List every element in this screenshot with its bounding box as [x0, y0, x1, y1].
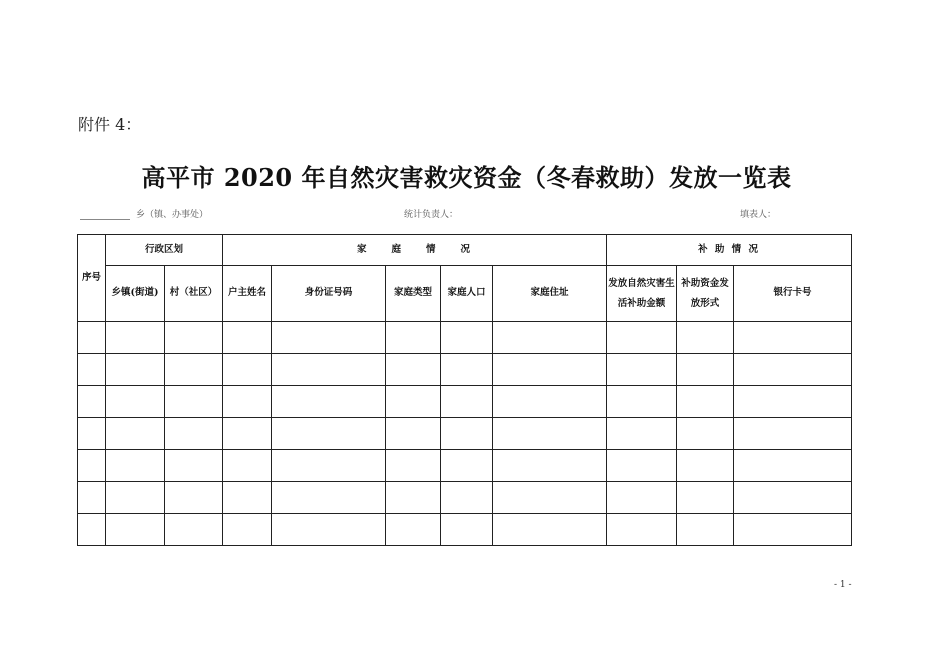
- table-cell[interactable]: [386, 450, 441, 482]
- table-cell[interactable]: [607, 354, 677, 386]
- table-cell[interactable]: [607, 450, 677, 482]
- table-cell[interactable]: [165, 450, 223, 482]
- table-cell[interactable]: [441, 354, 493, 386]
- table-cell[interactable]: [272, 386, 386, 418]
- table-cell[interactable]: [734, 386, 852, 418]
- table-cell[interactable]: [223, 418, 272, 450]
- table-cell[interactable]: [165, 418, 223, 450]
- distribution-table: [77, 234, 852, 546]
- table-cell[interactable]: [441, 418, 493, 450]
- table-cell[interactable]: [223, 322, 272, 354]
- header-family-type: 家庭类型: [386, 266, 441, 322]
- table-cell[interactable]: [441, 450, 493, 482]
- township-blank: [80, 210, 130, 220]
- table-cell[interactable]: [677, 322, 734, 354]
- table-cell[interactable]: [677, 418, 734, 450]
- table-cell[interactable]: [607, 482, 677, 514]
- table-cell[interactable]: [734, 450, 852, 482]
- table-cell[interactable]: [165, 386, 223, 418]
- table-cell[interactable]: [78, 386, 106, 418]
- table-cell[interactable]: [78, 450, 106, 482]
- table-cell[interactable]: [386, 322, 441, 354]
- table-cell[interactable]: [223, 450, 272, 482]
- table-row: [78, 514, 852, 546]
- table-cell[interactable]: [441, 322, 493, 354]
- header-family-size: 家庭人口: [441, 266, 493, 322]
- header-householder-name: 户主姓名: [223, 266, 272, 322]
- table-cell[interactable]: [78, 514, 106, 546]
- table-cell[interactable]: [223, 482, 272, 514]
- table-cell[interactable]: [106, 482, 165, 514]
- document-title: 高平市 2020 年自然灾害救灾资金（冬春救助）发放一览表: [141, 163, 792, 192]
- table-cell[interactable]: [223, 514, 272, 546]
- table-cell[interactable]: [165, 514, 223, 546]
- table-cell[interactable]: [78, 418, 106, 450]
- table-cell[interactable]: [607, 514, 677, 546]
- table-cell[interactable]: [165, 482, 223, 514]
- table-cell[interactable]: [106, 450, 165, 482]
- table-cell[interactable]: [677, 354, 734, 386]
- table-cell[interactable]: [386, 386, 441, 418]
- table-cell[interactable]: [607, 322, 677, 354]
- table-cell[interactable]: [272, 322, 386, 354]
- table-cell[interactable]: [441, 386, 493, 418]
- table-cell[interactable]: [223, 354, 272, 386]
- table-cell[interactable]: [386, 482, 441, 514]
- attachment-label: 附件 4：: [78, 115, 142, 134]
- table-cell[interactable]: [272, 418, 386, 450]
- table-cell[interactable]: [493, 482, 607, 514]
- table-row: [78, 482, 852, 514]
- table-cell[interactable]: [493, 386, 607, 418]
- header-family-address: 家庭住址: [493, 266, 607, 322]
- table-cell[interactable]: [386, 418, 441, 450]
- table-cell[interactable]: [106, 322, 165, 354]
- table-cell[interactable]: [677, 450, 734, 482]
- table-cell[interactable]: [78, 482, 106, 514]
- table-cell[interactable]: [441, 482, 493, 514]
- table-cell[interactable]: [272, 482, 386, 514]
- header-seq: 序号: [78, 235, 106, 322]
- table-cell[interactable]: [734, 418, 852, 450]
- table-cell[interactable]: [272, 354, 386, 386]
- table-cell[interactable]: [607, 386, 677, 418]
- header-township: 乡镇(街道): [106, 266, 165, 322]
- table-row: [78, 386, 852, 418]
- table-row: [78, 322, 852, 354]
- table-cell[interactable]: [106, 354, 165, 386]
- table-cell[interactable]: [165, 322, 223, 354]
- table-cell[interactable]: [493, 322, 607, 354]
- table-cell[interactable]: [607, 418, 677, 450]
- table-cell[interactable]: [734, 354, 852, 386]
- table-cell[interactable]: [386, 354, 441, 386]
- table-row: [78, 418, 852, 450]
- table-cell[interactable]: [223, 386, 272, 418]
- table-cell[interactable]: [106, 386, 165, 418]
- table-cell[interactable]: [677, 514, 734, 546]
- header-subsidy-info: 补 助 情 况: [607, 235, 852, 266]
- table-row: [78, 450, 852, 482]
- filler-label: 填表人：: [740, 210, 777, 220]
- table-cell[interactable]: [734, 514, 852, 546]
- township-label: 乡（镇、办事处）: [136, 210, 209, 220]
- table-cell[interactable]: [441, 514, 493, 546]
- table-cell[interactable]: [493, 418, 607, 450]
- header-admin-division: 行政区划: [106, 235, 223, 266]
- table-cell[interactable]: [734, 322, 852, 354]
- table-cell[interactable]: [493, 450, 607, 482]
- stats-responsible-label: 统计负责人：: [404, 210, 459, 220]
- table-cell[interactable]: [106, 418, 165, 450]
- header-payment-method: 补助资金发放形式: [677, 266, 734, 322]
- table-cell[interactable]: [272, 450, 386, 482]
- header-id-number: 身份证号码: [272, 266, 386, 322]
- header-bank-card: 银行卡号: [734, 266, 852, 322]
- table-cell[interactable]: [272, 514, 386, 546]
- table-cell[interactable]: [734, 482, 852, 514]
- table-cell[interactable]: [677, 386, 734, 418]
- table-cell[interactable]: [493, 514, 607, 546]
- township-line: [80, 207, 208, 220]
- table-body: [78, 322, 852, 546]
- page-number: - 1 -: [834, 580, 852, 590]
- header-subsidy-amount: 发放自然灾害生活补助金额: [607, 266, 677, 322]
- table-cell[interactable]: [165, 354, 223, 386]
- table-cell[interactable]: [78, 322, 106, 354]
- header-family-info: 家 庭 情 况: [223, 235, 607, 266]
- table-cell[interactable]: [78, 354, 106, 386]
- table-cell[interactable]: [677, 482, 734, 514]
- table-cell[interactable]: [493, 354, 607, 386]
- table-cell[interactable]: [106, 514, 165, 546]
- header-village: 村（社区）: [165, 266, 223, 322]
- table-row: [78, 354, 852, 386]
- table-cell[interactable]: [386, 514, 441, 546]
